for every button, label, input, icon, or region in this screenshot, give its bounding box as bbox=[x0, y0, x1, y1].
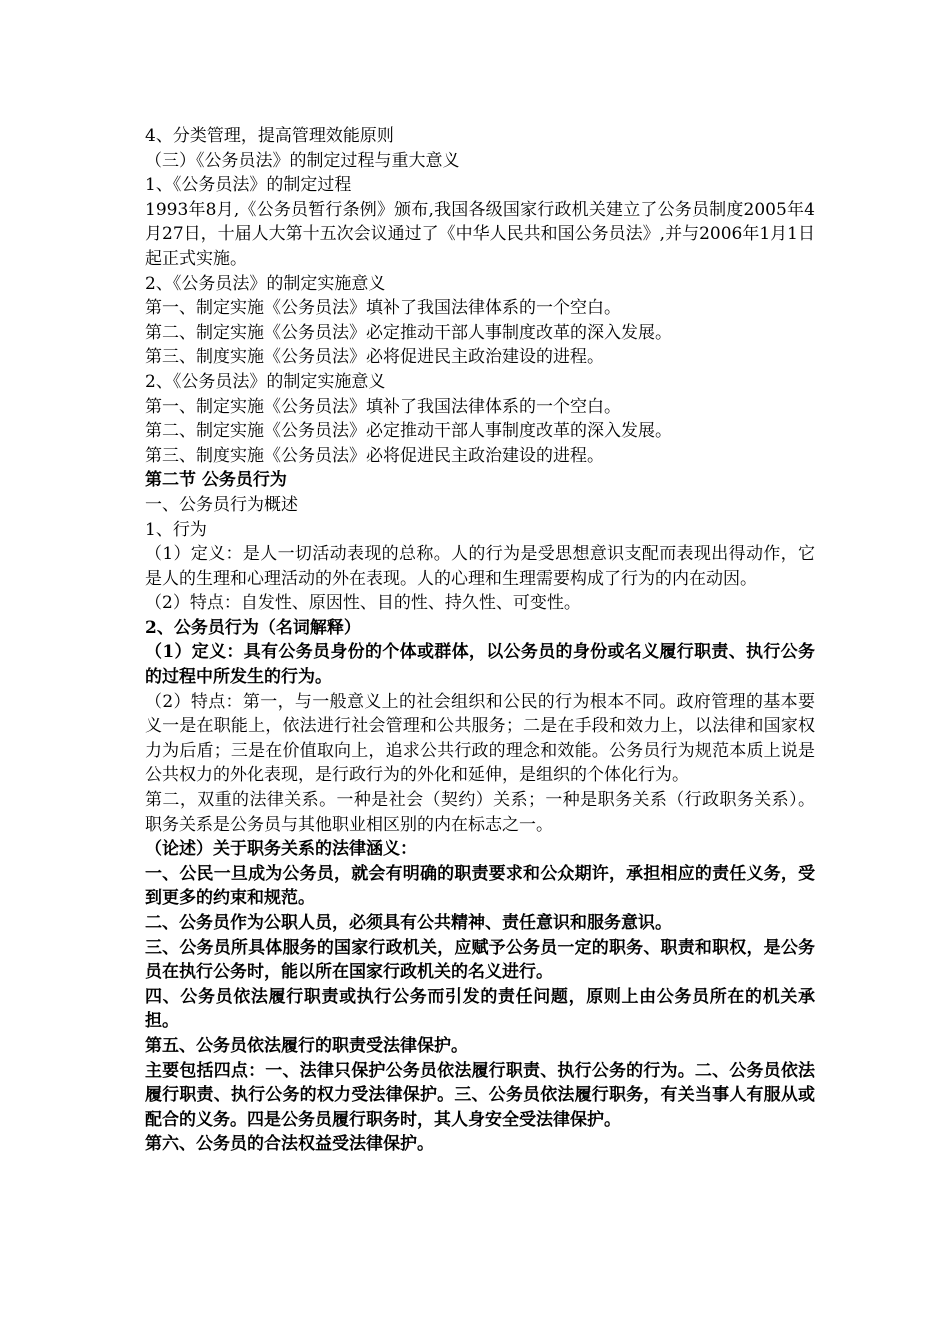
bold-paragraph: 第六、公务员的合法权益受法律保护。 bbox=[145, 1134, 434, 1155]
subsection-heading: 1、行为 bbox=[145, 519, 207, 540]
essay-heading: （论述）关于职务关系的法律涵义： bbox=[145, 839, 417, 860]
subsection-heading: 2、《公务员法》的制定实施意义 bbox=[145, 371, 386, 392]
paragraph: 第二，双重的法律关系。一种是社会（契约）关系；一种是职务关系（行政职务关系）。职务关系是公务员与其他职业相区别的内在标志之一。 bbox=[145, 790, 815, 835]
principle-heading: 4、分类管理，提高管理效能原则 bbox=[145, 126, 394, 146]
section-heading: （三）《公务员法》的制定过程与重大意义 bbox=[145, 150, 460, 171]
document-page bbox=[145, 124, 815, 1157]
definition-paragraph: （1）定义：具有公务员身份的个体或群体，以公务员的身份或名义履行职责、执行公务的过程中所发生的行为。 bbox=[145, 642, 815, 688]
subsection-heading: 1、《公务员法》的制定过程 bbox=[145, 175, 352, 196]
bold-paragraph: 一、公民一旦成为公务员，就会有明确的职责要求和公众期许，承担相应的责任义务，受到更多的约束和规范。 bbox=[145, 863, 815, 909]
paragraph: 第一、制定实施《公务员法》填补了我国法律体系的一个空白。 bbox=[145, 298, 621, 319]
paragraph: 第二、制定实施《公务员法》必定推动干部人事制度改革的深入发展。 bbox=[145, 421, 672, 442]
subsection-heading: 2、《公务员法》的制定实施意义 bbox=[145, 273, 386, 294]
paragraph: 1993年8月,《公务员暂行条例》颁布,我国各级国家行政机关建立了公务员制度2005年4月27日，十届人大第十五次会议通过了《中华人民共和国公务员法》,并与2006年1月1日起正式实施。 bbox=[145, 199, 815, 269]
bold-paragraph: 三、公务员所具体服务的国家行政机关，应赋予公务员一定的职务、职责和职权，是公务员在执行公务时，能以所在国家行政机关的名义进行。 bbox=[145, 937, 815, 983]
paragraph: 第二、制定实施《公务员法》必定推动干部人事制度改革的深入发展。 bbox=[145, 322, 672, 343]
paragraph: 第三、制度实施《公务员法》必将促进民主政治建设的进程。 bbox=[145, 347, 604, 368]
term-heading: 2、公务员行为（名词解释） bbox=[145, 617, 361, 638]
chapter-section-title: 第二节 公务员行为 bbox=[145, 470, 287, 491]
bold-paragraph: 二、公务员作为公职人员，必须具有公共精神、责任意识和服务意识。 bbox=[145, 913, 672, 933]
bold-paragraph: 主要包括四点：一、法律只保护公务员依法履行职责、执行公务的行为。二、公务员依法履行职责、执行公务的权力受法律保护。三、公务员依法履行职务，有关当事人有服从或配合的义务。四是公务员履行职务时，其人身安全受法律保护。 bbox=[145, 1060, 815, 1130]
paragraph: （2）特点：自发性、原因性、目的性、持久性、可变性。 bbox=[145, 593, 581, 614]
section-heading: 一、公务员行为概述 bbox=[145, 494, 298, 515]
paragraph: （1）定义：是人一切活动表现的总称。人的行为是受思想意识支配而表现出得动作，它是人的生理和心理活动的外在表现。人的心理和生理需要构成了行为的内在动因。 bbox=[145, 544, 815, 589]
paragraph: （2）特点：第一，与一般意义上的社会组织和公民的行为根本不同。政府管理的基本要义一是在职能上，依法进行社会管理和公共服务；二是在手段和效力上，以法律和国家权力为后盾；三是在价值取向上，追求公共行政的理念和效能。公务员行为规范本质上说是公共权力的外化表现，是行政行为的外化和延伸，是组织的个体化行为。 bbox=[145, 691, 815, 786]
paragraph: 第三、制度实施《公务员法》必将促进民主政治建设的进程。 bbox=[145, 445, 604, 466]
bold-paragraph: 四、公务员依法履行职责或执行公务而引发的责任问题，原则上由公务员所在的机关承担。 bbox=[145, 986, 815, 1032]
bold-paragraph: 第五、公务员依法履行的职责受法律保护。 bbox=[145, 1035, 468, 1056]
paragraph: 第一、制定实施《公务员法》填补了我国法律体系的一个空白。 bbox=[145, 396, 621, 417]
